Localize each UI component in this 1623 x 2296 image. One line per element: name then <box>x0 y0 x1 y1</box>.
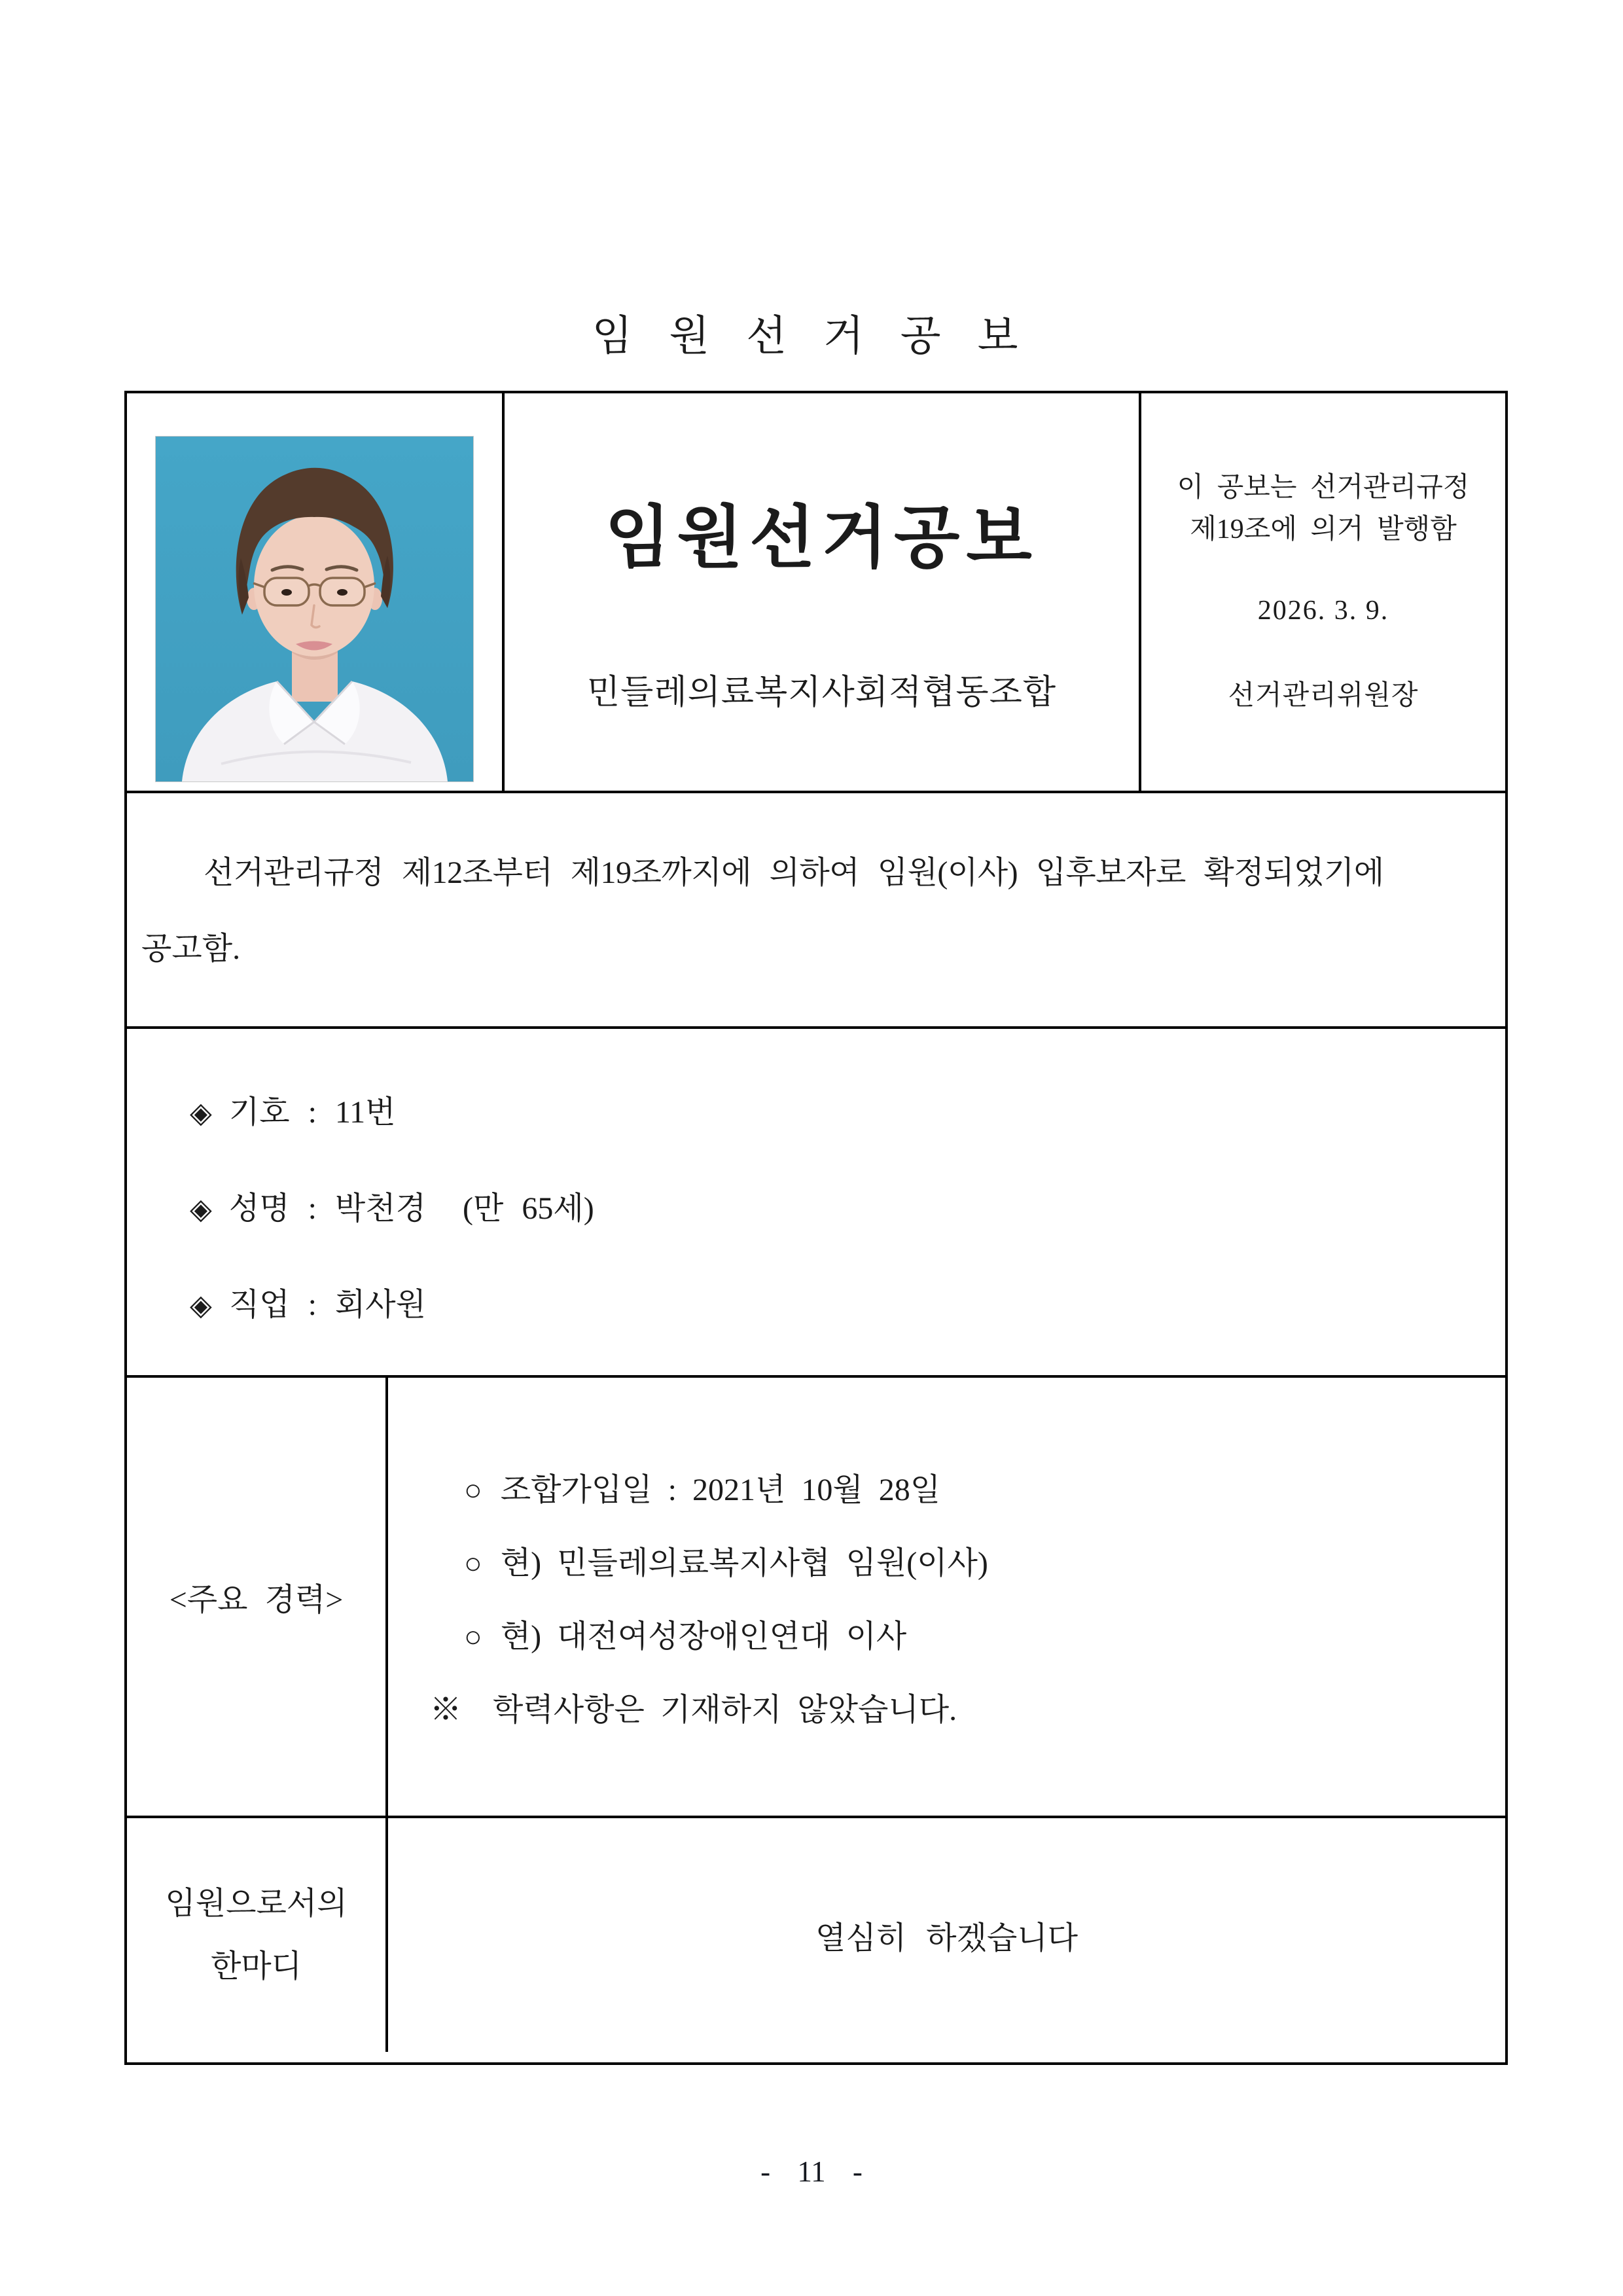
message-row <box>127 1816 1505 2052</box>
photo-cell <box>127 393 502 791</box>
organization-name: 민들레의료복지사회적협동조합 <box>586 674 1057 711</box>
diamond-bullet-icon: ◈ <box>190 1289 212 1321</box>
circle-bullet-icon: ○ <box>464 1473 482 1507</box>
message-label-line1: 임원으로서의 <box>165 1886 348 1921</box>
issue-date: 2026. 3. 9. <box>1257 596 1389 626</box>
candidate-job-line <box>190 1288 1505 1323</box>
page-title: 임 원 선 거 공 보 <box>592 313 1031 359</box>
career-item-text: 현) 민들레의료복지사협 임원(이사) <box>500 1546 988 1581</box>
announcement-cell <box>127 793 1505 1026</box>
career-label-cell <box>127 1378 385 1816</box>
title-cell <box>502 393 1139 791</box>
notice-title: 임원선거공보 <box>605 501 1039 576</box>
header-row <box>127 393 1505 791</box>
circle-bullet-icon: ○ <box>464 1620 482 1653</box>
issuing-basis <box>1141 393 1505 550</box>
message-content-cell <box>385 1818 1505 2052</box>
candidate-message: 열심히 하겠습니다 <box>815 1921 1078 1956</box>
announcement-line1: 선거관리규정 제12조부터 제19조까지에 의하여 임원(이사) 입후보자로 확정되었기에 <box>204 855 1384 890</box>
candidate-info-cell <box>127 1029 1505 1375</box>
candidate-name-line <box>190 1192 1505 1227</box>
career-row <box>127 1375 1505 1816</box>
issuing-basis-line1: 이 공보는 선거관리규정 <box>1177 473 1470 503</box>
issuing-info-cell <box>1139 393 1505 791</box>
page-number: - 11 - <box>760 2155 863 2188</box>
career-item-text: 조합가입일 : 2021년 10월 28일 <box>500 1473 941 1507</box>
election-notice-table <box>124 391 1508 2065</box>
career-label: <주요 경력> <box>169 1583 344 1617</box>
career-item-text: 현) 대전여성장애인연대 이사 <box>500 1619 907 1654</box>
career-item <box>464 1547 1505 1581</box>
candidate-photo <box>156 437 473 781</box>
candidate-info-row <box>127 1026 1505 1375</box>
message-label-cell <box>127 1818 385 2052</box>
issuing-basis-line2: 제19조에 의거 발행함 <box>1190 514 1457 545</box>
candidate-job: 직업 : 회사원 <box>228 1287 427 1322</box>
career-item <box>464 1620 1505 1654</box>
education-note: ※ 학력사항은 기재하지 않았습니다. <box>430 1693 957 1727</box>
message-label-line2: 한마디 <box>210 1948 302 1984</box>
diamond-bullet-icon: ◈ <box>190 1097 212 1129</box>
candidate-number: 기호 : 11번 <box>228 1095 396 1130</box>
career-content-cell <box>385 1378 1505 1816</box>
issuer-name: 선거관리위원장 <box>1228 681 1419 711</box>
announcement-line2: 공고함. <box>141 931 241 966</box>
career-item <box>464 1473 1505 1507</box>
announcement-row <box>127 791 1505 1026</box>
diamond-bullet-icon: ◈ <box>190 1193 212 1225</box>
candidate-portrait-image <box>156 437 473 781</box>
circle-bullet-icon: ○ <box>464 1547 482 1580</box>
candidate-number-line <box>190 1096 1505 1130</box>
candidate-name: 성명 : 박천경 (만 65세) <box>228 1191 594 1226</box>
